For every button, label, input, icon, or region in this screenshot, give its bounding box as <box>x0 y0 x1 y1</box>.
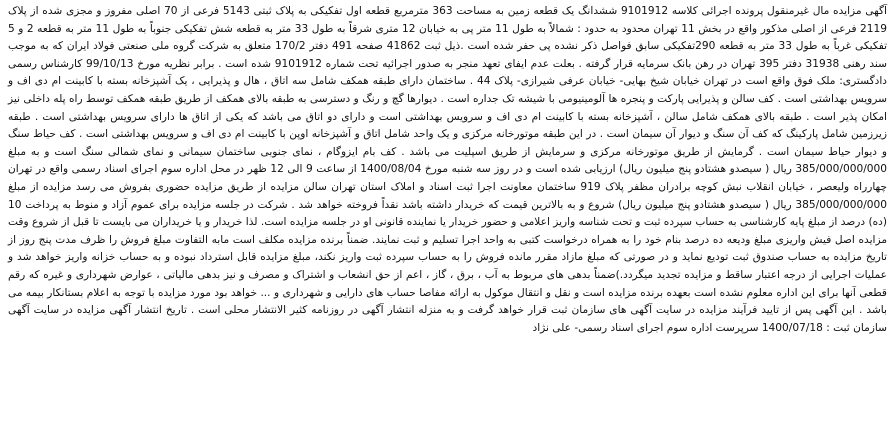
auction-notice-body: آگهی مزایده مال غیرمنقول پرونده اجرائی کلاسه 9101912 ششدانگ یک قطعه زمین به مساحت 363 مترمربع قطعه اول تفکیکی به پلاک ثبتی 5143 فرعی از 70 اصلی مفروز و مجزی شده از پلاک 2119 فرعی از اصلی مذکور واقع در بخش 11 تهران محدود به حدود : شمالاً به طول 11 متر پی به خیابان 12 متری شرقاً به طول 33 متر به قطعه شش تفکیکی جنوباً به طول 11 متر به قطعه 2 و 5 تفکیکی غرباً به طول 33 متر به قطعه 290تفکیکی سابق فواصل ذکر نشده پی حفر شده است .ذیل ثبت 41862 صفحه 491 دفتر 170/2 متعلق به شرکت گروه ملی صنعتی فولاد ایران که به موجب سند رهنی 31938 دفتر 395 تهران در رهن بانک سرمایه قرار گرفته . بعلت عدم ایفای تعهد منجر به صدور اجرائیه تحت شماره 9101912 شده است . برابر نظریه مورخ 99/10/13 کارشناس رسمی دادگستری: ملک فوق واقع است در تهران خیابان شیخ بهایی- خیابان عرفی شیرازی- پلاک 44 . ساختمان دارای طبقه همکف شامل سه اتاق ، هال و پذیرایی ، یک آشپزخانه بسته با کابینت ام دی اف و سرویس بهداشتی است . کف سالن و پذیرایی پارکت و پنجره ها آلومینیومی با شیشه تک جداره است . دیوارها گچ و رنگ و دسترسی به طبقه بالای همکف از طریق طبقه همکف توسط راه پله داخلی نیز امکان پذیر است . طبقه بالای همکف شامل سالن ، آشپزخانه بسته با کابینت ام دی اف و سرویس بهداشتی است و دارای دو اتاق می باشد که یکی از اتاق ها دارای سرویس بهداشتی است . طبقه زیرزمین شامل پارکینگ که کف آن سنگ و دیوار آن سیمان است . در این طبقه موتورخانه مرکزی و یک واحد شامل اتاق و آشپزخانه اوپن با کابینت ام دی اف و سرویس بهداشتی است . کف حیاط سنگ و دیوار حیاط سیمان است . گرمایش از طریق موتورخانه مرکزی و سرمایش از طریق اسپلیت می باشد . کف بام ایزوگام ، نمای جنوبی ساختمان سیمانی و نمای شمالی سنگ است و به مبلغ 385/000/000/000 ریال ( سیصدو هشتادو پنج میلیون ریال) ارزیابی شده است و در روز سه شنبه مورخ 1400/08/04 از ساعت 9 الی 12 ظهر در محل اداره سوم اجرای اسناد رسمی واقع در تهران چهارراه ولیعصر ، خیابان انقلاب نبش کوچه برادران مظفر پلاک 919 ساختمان معاونت اجرا ثبت اسناد و املاک استان تهران سالن مزایده از طریق مزایده حضوری بفروش می رسد مزایده از مبلغ 385/000/000/000 ریال ( سیصدو هشتادو پنج میلیون ریال) شروع و به بالاترین قیمت که خریدار داشته باشد نقداً فروخته خواهد شد . شرکت در جلسه مزایده برای عموم آزاد و منوط به پرداخت 10 (ده) درصد از مبلغ پایه کارشناسی به حساب سپرده ثبت و تحت شناسه واریز اعلامی و حضور خریدار یا نماینده قانونی او در جلسه مزایده است. لذا خریدار و یا خریداران می بایست تا قبل از شروع وقت مزایده اصل فیش واریزی مبلغ ودیعه ده درصد بنام خود را به همراه درخواست کتبی به واحد اجرا تسلیم و ثبت نمایند. ضمناً برنده مزایده مکلف است مابه التفاوت مبلغ فروش را ظرف مدت پنج روز از تاریخ مزایده به حساب صندوق ثبت تودیع نماید و در صورتی که مبلغ مازاد مقرر مانده فروش را به حساب سپرده ثبت واریز نکند، مبلغ مزایده قابل استرداد نبوده و به حساب خزانه واریز خواهد شد و عملیات اجرایی از درجه اعتبار ساقط و مزایده تجدید میگردد.)ضمناً بدهی های مربوط به آب ، برق ، گاز ، اعم از حق انشعاب و اشتراک و مصرف و نیز بدهی مالیاتی ، عوارض شهرداری و غیره که رقم قطعی آنها برای این اداره معلوم نشده است بعهده برنده مزایده است و نقل و انتقال موکول به ارائه مفاصا حساب های دارایی و شهرداری و ... خواهد بود مورد مزایده با توجه به اعلام بستانکار بیمه می باشد . این آگهی پس از تایید فرآیند مزایده در سایت آگهی های سازمان ثبت قرار خواهد گرفت و به منزله انتشار آگهی در روزنامه کثیر الانتشار محلی است . تاریخ انتشار آگهی مزایده در سایت آگهی سازمان ثبت : 1400/07/18 سرپرست اداره سوم اجرای اسناد رسمی- علی نژاد <box>8 5 888 334</box>
